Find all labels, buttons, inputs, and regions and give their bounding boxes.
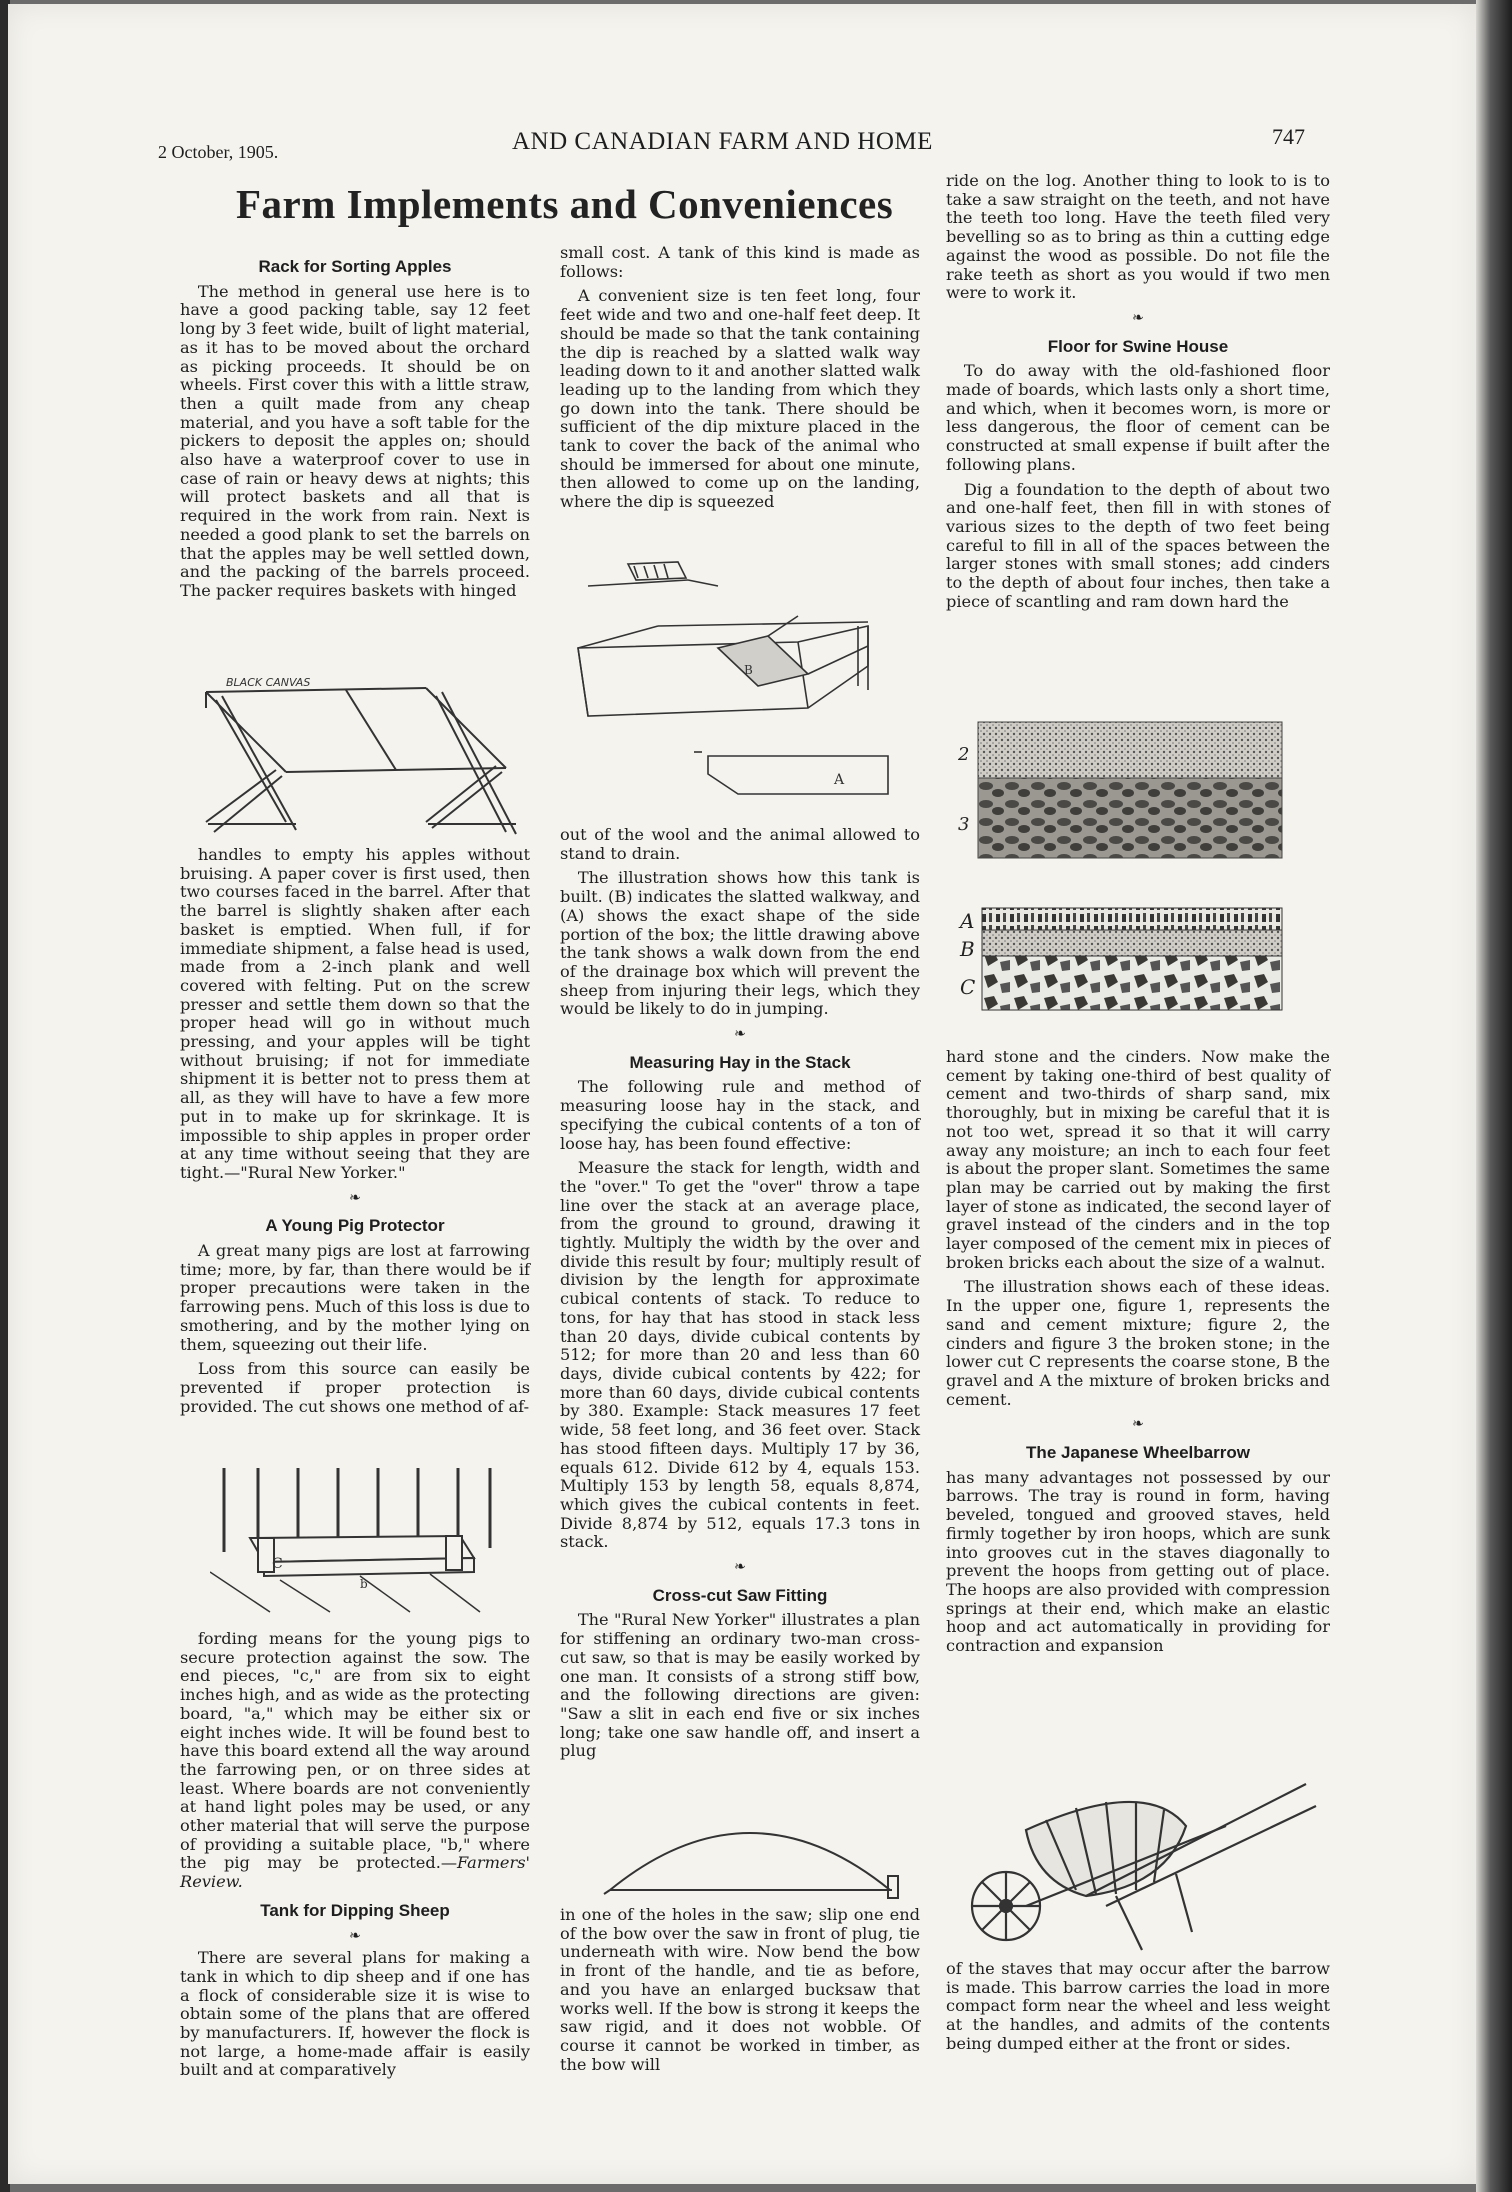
section-ornament: ❧ [1132, 1416, 1144, 1433]
floor-figure-label-a: A [960, 909, 975, 933]
floor-figure-label-b: B [960, 937, 975, 961]
floor-layer-gravel [982, 930, 1282, 956]
heading-rack-for-sorting-apples: Rack for Sorting Apples [258, 257, 452, 276]
pig-protector-text: fording means for the young pigs to secure protection against the sow. The end pieces, "c," are from six to eight inches high, and as wide as the protecting board, "a," which may be either six or eight inches wide. It will be found best to have this board extend all the way around the farrowing pen, or on three sides at least. Where boards are not conveniently at hand light poles may be used, or any other material that will serve the purpose of providing a suitable place, "b," where the pig may be protected.— [180, 1629, 530, 1873]
japanese-wheelbarrow-illustration [966, 1756, 1326, 1966]
article-text: hard stone and the cinders. Now make the cement by taking one-third of best quality of cement and two-thirds of sharp sand, mix thoroughly, but in mixing be careful that it is not too wet, spread it so that it will carry away any moisture; an inch to each four feet is about the proper slant. Sometimes the same plan may be carried out by making the first layer of stone as indicated, the second layer of gravel instead of the cinders and in the top layer composed of the cement mix in pieces of broken bricks each about the size of a walnut. [946, 1047, 1330, 1272]
article-text: in one of the holes in the saw; slip one end of the bow over the saw in front of plug, tie underneath with wire. Now bend the bow in front of the handle, and tie as before, and you have an enlarged bucksaw that works well. If the bow is strong it keeps the saw rigid, and it does not wobble. Of course it cannot be worked in timber, as the bow will [560, 1905, 920, 2074]
rack-figure-label: BLACK CANVAS [226, 676, 311, 689]
pig-figure-label-c: C [272, 1556, 283, 1572]
article-text: There are several plans for making a tank in which to dip sheep and if one has a flock of considerable size it is wise to obtain some of the plans that are offered by manufacturers. If, however the flock is not large, a home-made affair is easily built and at comparatively [180, 1948, 530, 2080]
article-text: To do away with the old-fashioned floor made of boards, which lasts only a short time, and which, when it becomes worn, is more or less dangerous, the floor of cement can be constructed at small expense if built after the following plans. [946, 361, 1330, 474]
article-text: The "Rural New Yorker" illustrates a plan for stiffening an ordinary two-man cross-cut saw, so that is may be easily worked by one man. It consists of a strong stiff bow, and the following directions are given: "Saw a slit in each end five or six inches long; take one saw handle off, and insert a plug [560, 1610, 920, 1761]
header-date: 2 October, 1905. [158, 142, 279, 162]
header-page-number: 747 [1272, 124, 1305, 149]
floor-figure-label-c: C [960, 975, 976, 999]
cross-cut-saw-illustration [600, 1796, 910, 1902]
article-text: has many advantages not possessed by our barrows. The tray is round in form, having beveled, tongued and grooved staves, held firmly together by iron hoops, which are sunk into grooves cut in the staves diagonally to prevent the hoops from getting out of place. The hoops are also provided with compression springs at their end, which make an elastic hoop and act automatically in providing for contraction and expansion [946, 1467, 1330, 1656]
source-farmers-review: Farmers' Review. [180, 1853, 530, 1892]
heading-tank-for-dipping-sheep: Tank for Dipping Sheep [260, 1900, 450, 1920]
pig-protector-illustration [210, 1462, 500, 1614]
section-ornament: ❧ [734, 1026, 746, 1043]
article-text: Loss from this source can easily be prevented if proper protection is provided. The cut shows one method of af- [180, 1359, 530, 1416]
apple-rack-illustration [186, 672, 526, 848]
article-text: The following rule and method of measuring loose hay in the stack, and specifying the cubical contents of a ton of loose hay, has been found effective: [560, 1077, 920, 1153]
article-text: Dig a foundation to the depth of about two and one-half feet, then fill in with stones of various sizes to the depth of two feet being careful to fill in all of the spaces between the larger stones with small stones; add cinders to the depth of about four inches, then take a piece of scantling and ram down hard the [946, 479, 1330, 611]
floor-layer-sand-cement [978, 722, 1282, 778]
floor-figure-label-2: 2 [958, 744, 970, 765]
pig-figure-label-b: b [360, 1577, 368, 1591]
tank-figure-label-a: A [834, 772, 845, 788]
column-2-bottom [560, 1906, 920, 2080]
heading-floor-for-swine-house: Floor for Swine House [1047, 336, 1229, 356]
column-2-middle [560, 826, 920, 1767]
column-2-top [560, 244, 920, 518]
column-1-top [180, 248, 530, 607]
article-text: The illustration shows each of these ideas. In the upper one, figure 1, represents the sand and cement mixture; figure 2, the cinders and figure 3 the broken stone; in the lower cut C represents the coarse stone, B the gravel and A the mixture of broken bricks and cement. [946, 1277, 1330, 1409]
column-3-middle [946, 1048, 1330, 1662]
book-spine-shadow [1476, 0, 1512, 2192]
heading-young-pig-protector: A Young Pig Protector [265, 1216, 445, 1236]
article-text [180, 1630, 530, 1892]
page-title: Farm Implements and Conveniences [236, 181, 894, 227]
article-text: A convenient size is ten feet long, four feet wide and two and one-half feet deep. It should be made so that the tank containing the dip is reached by a slatted walk way leading down to it and another slatted walk leading up to the landing from which they go down into the tank. There should be sufficient of the dip mixture placed in the tank to cover the back of the animal who should be immersed for about one minute, then allowed to come up on the landing, where the dip is squeezed [560, 286, 920, 512]
article-text: out of the wool and the animal allowed to stand to drain. [560, 825, 920, 863]
article-text: The illustration shows how this tank is built. (B) indicates the slatted walkway, and (A) shows the exact shape of the side portion of the box; the little drawing above the tank shows a walk down from the end of the drainage box which will prevent the sheep from injuring their legs, which they would be likely to do in jumping. [560, 868, 920, 1019]
tank-figure-label-b: B [744, 663, 753, 677]
article-text: of the staves that may occur after the barrow is made. This barrow carries the load in more compact form near the wheel and less weight at the handles, and admits of the contents being dumped either at the front or sides. [946, 1959, 1330, 2053]
column-3-top [946, 172, 1330, 617]
section-ornament: ❧ [1132, 309, 1144, 326]
header-publication-title: AND CANADIAN FARM AND HOME [512, 128, 933, 155]
column-1-bottom [180, 1630, 530, 2086]
article-text: small cost. A tank of this kind is made as follows: [560, 243, 920, 281]
heading-japanese-wheelbarrow: The Japanese Wheelbarrow [1026, 1443, 1250, 1463]
article-text: Measure the stack for length, width and the "over." To get the "over" throw a tape line over the stack at an average place, from the ground to ground, drawing it tightly. Multiply the width by the over and divide this result by four; multiply result of division by the length for approximate cubical contents of stack. To reduce to tons, for hay that has stood in stack less than 20 days, divide cubical contents by 512; for more than 20 and less than 60 days, divide cubical contents by 422; for more than 60 days, divide cubical contents by 380. Example: Stack measures 17 feet wide, 58 feet long, and 36 feet over. Stack has stood fifteen days. Multiply 17 by 36, equals 612. Divide 612 by 4, equals 153. Multiply 153 by length 58, equals 8,874, which gives the cubical contents in feet. Divide 8,874 by 512, equals 17.3 tons in stack. [560, 1158, 920, 1552]
section-ornament: ❧ [734, 1559, 746, 1576]
article-text: handles to empty his apples without bruising. A paper cover is first used, then two courses faced in the barrel. After that the barrel is slightly shaken after each basket is emptied. When full, if for immediate shipment, a false head is used, made from a 2-inch plank and well covered with felting. Put on the screw presser and settle them down so that the proper head will go in without much pressing, and your apples will be tight without bruising; if not for immediate shipment it is better not to press them at all, as they will have to have a few more put in to make up for skrinkage. It is impossible to ship apples in proper order at any time without seeing that they are tight.—"Rural New Yorker." [180, 845, 530, 1182]
swine-floor-illustration [952, 708, 1292, 1052]
section-ornament: ❧ [349, 1189, 361, 1206]
heading-measuring-hay-in-the-stack: Measuring Hay in the Stack [629, 1052, 851, 1072]
floor-layer-coarse-stone [982, 956, 1282, 1010]
article-text: ride on the log. Another thing to look to is to take a saw straight on the teeth, and not have the teeth too long. Have the teeth filed very bevelling so as to bring as thin a cutting edge against the wood as possible. Do not file the rake teeth as short as you would if two men were to work it. [946, 171, 1330, 303]
floor-layer-brick-cement [982, 908, 1282, 930]
article-text: A great many pigs are lost at farrowing time; more, by far, than there would be if proper precautions were taken in the farrowing pens. Much of this loss is due to smothering, and by the mother lying on them, squeezing out their life. [180, 1241, 530, 1354]
column-3-bottom [946, 1960, 1330, 2060]
floor-layer-broken-stone [978, 778, 1282, 858]
floor-figure-label-3: 3 [958, 814, 970, 835]
heading-cross-cut-saw-fitting: Cross-cut Saw Fitting [652, 1585, 828, 1605]
section-ornament: ❧ [349, 1927, 361, 1944]
column-1-middle [180, 846, 530, 1422]
sheep-dipping-tank-illustration [568, 556, 918, 826]
article-text: The method in general use here is to have a good packing table, say 12 feet long by 3 feet wide, built of light material, as it has to be moved about the orchard as picking proceeds. It should be on wheels. First cover this with a little straw, then a quilt made from any cheap material, and you have a soft table for the pickers to deposit the apples on; should also have a waterproof cover to use in case of rain or heavy dews at nights; this will protect baskets and all that is required in the work from rain. Next is needed a good plank to set the barrels on that the apples may be well settled down, and the packing of the barrels proceed. The packer requires baskets with hinged [180, 281, 530, 600]
